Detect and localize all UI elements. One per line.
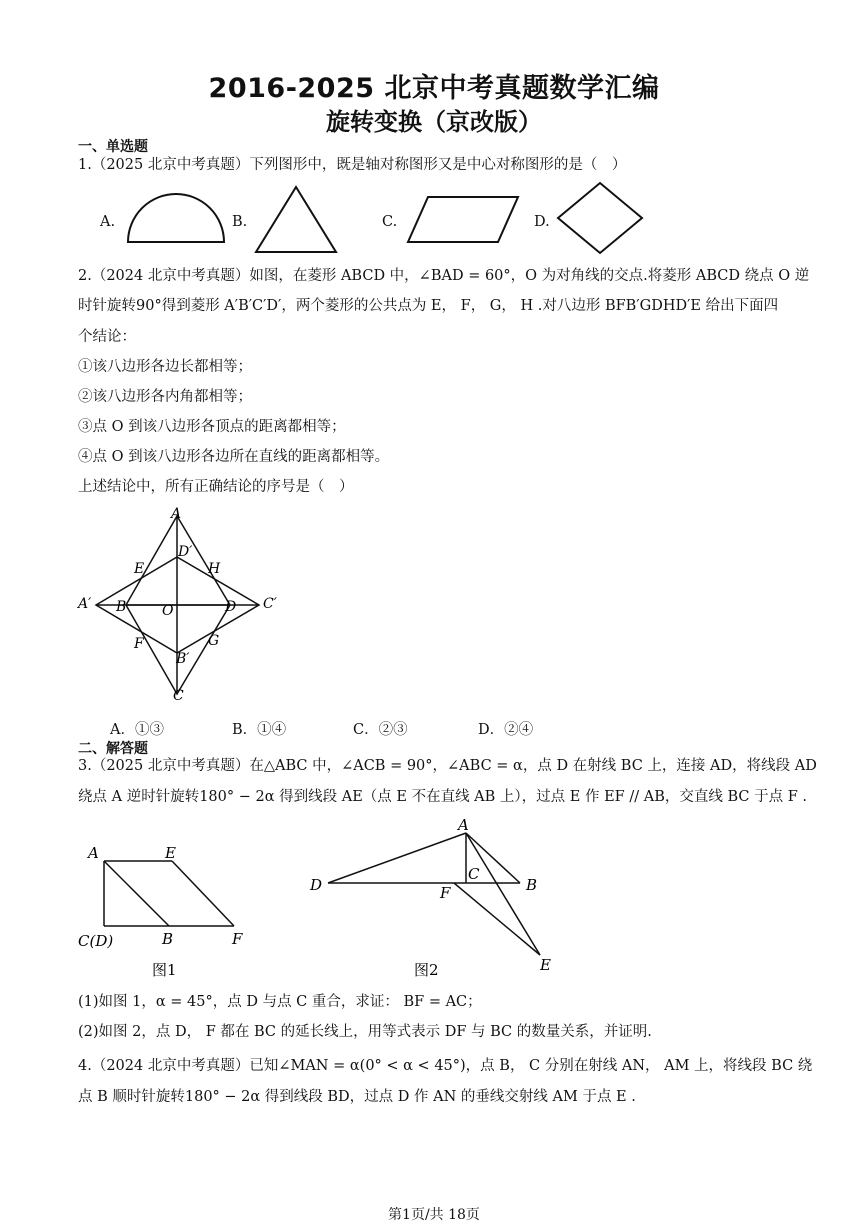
semicircle-shape: [128, 194, 224, 242]
label-B: B: [116, 599, 127, 615]
fig2-label-C: C: [468, 865, 480, 883]
fig1-label-A: A: [88, 844, 99, 862]
question-2-conclusion-2: ②该八边形各内角都相等；: [78, 389, 252, 405]
question-2-line-2: 时针旋转90°得到菱形 A′B′C′D′，两个菱形的公共点为 E， F， G， H .对八边形 BFB′GDHD′E 给出下面四: [78, 298, 779, 314]
q2-choice-a: A．①③: [110, 722, 164, 738]
question-2-conclusion-1: ①该八边形各边长都相等；: [78, 359, 252, 375]
page-footer: 第1页/共 18页: [388, 1207, 480, 1223]
question-4-line-2: 点 B 顺时针旋转180° − 2α 得到线段 BD，过点 D 作 AN 的垂线交射线 AM 于点 E .: [78, 1089, 636, 1105]
fig1-caption: 图1: [152, 961, 177, 979]
q2-choice-c: C．②③: [353, 722, 408, 738]
page-subtitle: 旋转变换（京改版）: [326, 108, 542, 136]
question-2-conclusion-3: ③点 O 到该八边形各顶点的距离都相等；: [78, 419, 346, 435]
parallelogram-shape: [408, 197, 518, 242]
question-2-line-1: 2.（2024 北京中考真题）如图，在菱形 ABCD 中，∠BAD = 60°，O 为对角线的交点.将菱形 ABCD 绕点 O 逆: [78, 268, 810, 284]
question-3-part-2: (2)如图 2，点 D， F 都在 BC 的延长线上，用等式表示 DF 与 BC 的数量关系，并证明.: [78, 1024, 652, 1040]
question-3-part-1: (1)如图 1，α = 45°，点 D 与点 C 重合，求证： BF = AC；: [78, 994, 482, 1010]
section-heading-single-choice: 一、单选题: [78, 139, 148, 155]
section-heading-answer: 二、解答题: [78, 741, 148, 757]
label-E: E: [134, 561, 145, 577]
q3-figure-2: [309, 816, 551, 974]
fig2-label-A: A: [458, 816, 469, 834]
fig1-label-F: F: [232, 930, 243, 948]
label-H: H: [208, 561, 221, 577]
question-2-line-3: 个结论：: [78, 329, 136, 345]
label-F: F: [134, 636, 144, 652]
fig2-label-E: E: [540, 956, 551, 974]
q1-option-c-label: C.: [382, 214, 398, 230]
label-C: C: [173, 688, 184, 704]
question-2-prompt: 上述结论中，所有正确结论的序号是（ ）: [78, 479, 354, 495]
label-A: A: [171, 506, 182, 522]
q1-option-b-label: B.: [232, 214, 248, 230]
question-4-line-1: 4.（2024 北京中考真题）已知∠MAN = α(0° < α < 45°)，点 B， C 分别在射线 AN， AM 上，将线段 BC 绕: [78, 1058, 813, 1074]
q1-shapes: [0, 0, 868, 270]
label-A-prime: A′: [78, 596, 92, 612]
rhombus-shape: [558, 183, 642, 253]
fig1-label-E: E: [165, 844, 176, 862]
question-3-line-1: 3.（2025 北京中考真题）在△ABC 中，∠ACB = 90°，∠ABC = α，点 D 在射线 BC 上，连接 AD，将线段 AD: [78, 758, 817, 774]
label-D-prime: D′: [178, 544, 193, 560]
q3-figures: [0, 816, 600, 990]
q2-choice-d: D．②④: [478, 722, 534, 738]
q3-figure-1: [78, 844, 243, 950]
fig1-label-C-D: C(D): [78, 932, 114, 950]
label-G: G: [208, 633, 220, 649]
fig2-label-F: F: [440, 884, 451, 902]
q1-option-d-label: D.: [534, 214, 550, 230]
fig2-label-D: D: [310, 876, 323, 894]
fig2-label-B: B: [526, 876, 538, 894]
label-O: O: [162, 603, 174, 619]
q1-option-a-label: A.: [100, 214, 116, 230]
label-B-prime: B′: [176, 651, 190, 667]
label-D: D: [225, 599, 237, 615]
question-2-conclusion-4: ④点 O 到该八边形各边所在直线的距离都相等。: [78, 449, 390, 465]
page-title: 2016-2025 北京中考真题数学汇编: [208, 73, 660, 104]
fig2-caption: 图2: [414, 961, 439, 979]
label-C-prime: C′: [263, 596, 277, 612]
q2-choice-b: B．①④: [232, 722, 287, 738]
triangle-shape: [256, 187, 336, 252]
question-1-text: 1.（2025 北京中考真题）下列图形中，既是轴对称图形又是中心对称图形的是（ ）: [78, 157, 627, 173]
question-3-line-2: 绕点 A 逆时针旋转180° − 2α 得到线段 AE（点 E 不在直线 AB 上），过点 E 作 EF // AB，交直线 BC 于点 F .: [78, 789, 807, 805]
fig1-label-B: B: [162, 930, 174, 948]
q2-rhombus-figure: [0, 500, 320, 710]
